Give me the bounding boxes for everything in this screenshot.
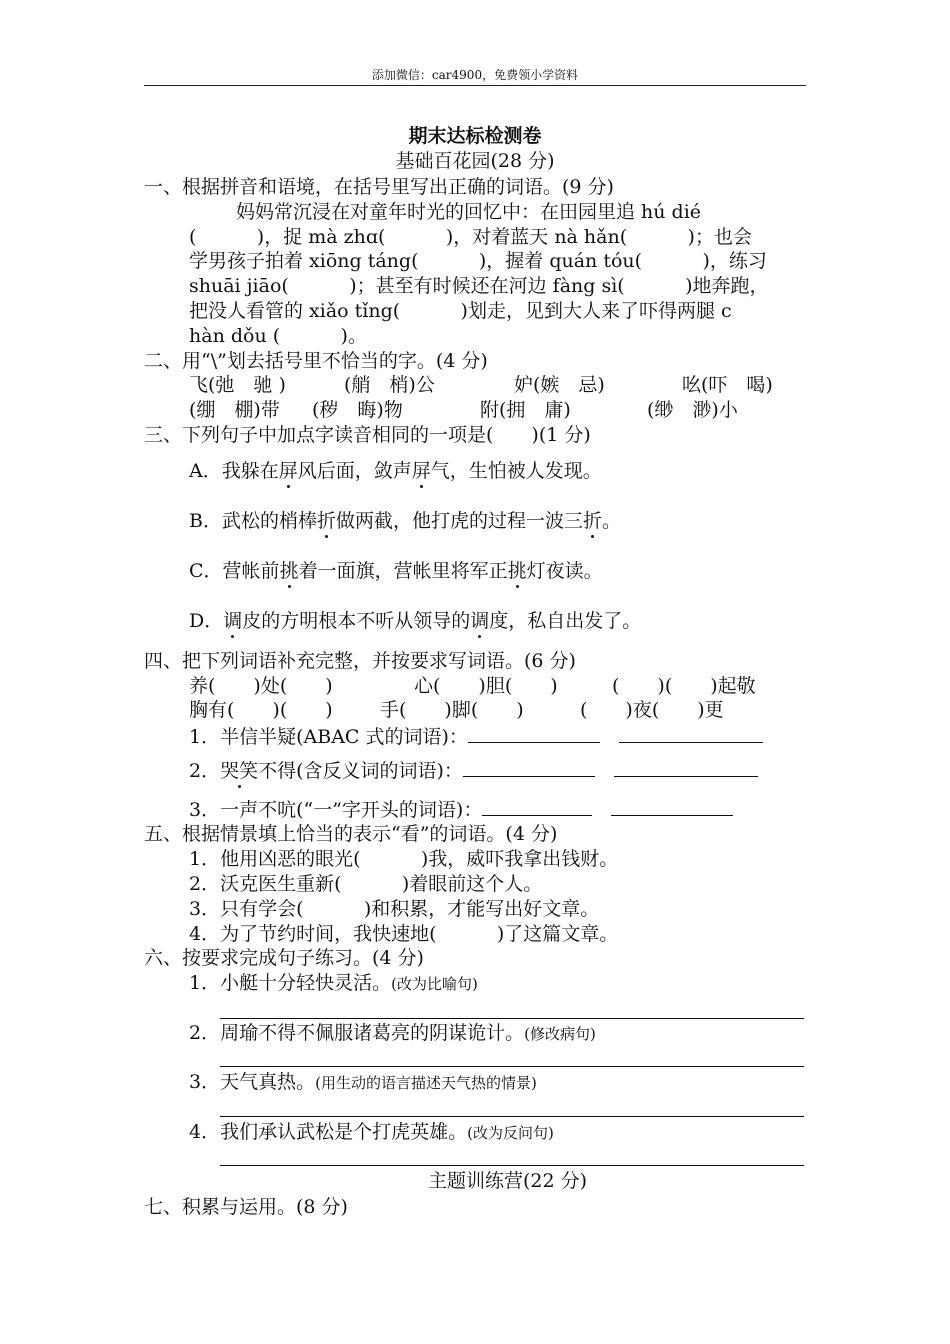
q4-word: 心( )胆( ) — [414, 675, 558, 697]
q3-option-d: D．调皮的方明根本不听从领导的调度，私自出发了。 — [189, 610, 642, 632]
q2-heading: 二、用“\”划去括号里不恰当的字。(4 分) — [144, 350, 488, 372]
q6-heading: 六、按要求完成句子练习。(4 分) — [144, 947, 424, 969]
q6-item-3: 3．天气真热。(用生动的语言描述天气热的情景) — [189, 1071, 537, 1093]
q2-item: (缈 渺)小 — [647, 399, 738, 421]
q3-option-a: A．我躲在屏风后面，敛声屏气，生怕被人发现。 — [189, 460, 602, 482]
section-theme-title: 主题训练营(22 分) — [428, 1170, 588, 1192]
q5-item: 4．为了节约时间，我快速地( )了这篇文章。 — [189, 923, 619, 945]
q1-heading: 一、根据拼音和语境，在括号里写出正确的词语。(9 分) — [144, 176, 614, 198]
q3-option-c: C．营帐前挑着一面旗，营帐里将军正挑灯夜读。 — [189, 560, 603, 582]
q6-item-1: 1．小艇十分轻快灵活。(改为比喻句) — [189, 972, 478, 994]
q4-item-1: 1．半信半疑(ABAC 式的词语)： — [189, 724, 763, 749]
q1-line: 学男孩子拍着 xiōng táng( )，握着 quán tóu( )，练习 — [189, 250, 767, 272]
q1-line: 把没人看管的 xiǎo tǐng( )划走，见到大人来了吓得两腿 c — [189, 300, 732, 322]
q5-item: 2．沃克医生重新( )着眼前这个人。 — [189, 873, 543, 895]
answer-line — [220, 1165, 804, 1166]
q4-word: 手( )脚( ) — [380, 699, 524, 721]
q3-option-b: B．武松的梢棒折做两截，他打虎的过程一波三折。 — [189, 510, 622, 532]
q4-word: ( )夜( )更 — [580, 699, 724, 721]
answer-line — [220, 1018, 804, 1019]
q1-line: hàn dǒu ( )。 — [189, 325, 367, 347]
q4-word: 养( )处( ) — [189, 675, 333, 697]
q6-item-2: 2．周瑜不得不佩服诸葛亮的阴谋诡计。(修改病句) — [189, 1022, 596, 1044]
q5-item: 1．他用凶恶的眼光( )我，威吓我拿出钱财。 — [189, 848, 619, 870]
q6-item-4: 4．我们承认武松是个打虎英雄。(改为反问句) — [189, 1121, 554, 1143]
q2-item: (秽 晦)物 — [312, 399, 403, 421]
q5-item: 3．只有学会( )和积累，才能写出好文章。 — [189, 898, 600, 920]
answer-line — [220, 1066, 804, 1067]
q4-item-2: 2．哭笑不得(含反义词的词语)： — [189, 758, 758, 783]
q2-item: (绷 棚)带 — [189, 399, 280, 421]
header-rule — [144, 85, 806, 86]
exam-title: 期末达标检测卷 — [408, 125, 542, 147]
q4-heading: 四、把下列词语补充完整，并按要求写词语。(6 分) — [144, 650, 576, 672]
q4-word: ( )( )起敬 — [612, 675, 756, 697]
q1-line: shuāi jiāo( )；甚至有时候还在河边 fàng sì( )地奔跑， — [189, 275, 769, 297]
q2-item: 附(拥 庸) — [480, 399, 571, 421]
q3-heading: 三、下列句子中加点字读音相同的一项是( )(1 分) — [144, 424, 591, 446]
q4-word: 胸有( )( ) — [189, 699, 333, 721]
answer-line — [220, 1116, 804, 1117]
q5-heading: 五、根据情景填上恰当的表示“看”的词语。(4 分) — [144, 823, 558, 845]
q2-item: (艄 梢)公 — [344, 374, 435, 396]
page-header: 添加微信：car4900，免费领小学资料 — [371, 68, 579, 82]
q2-item: 飞(弛 驰 ) — [189, 374, 286, 396]
q2-item: 妒(嫉 忌) — [514, 374, 605, 396]
q7-heading: 七、积累与运用。(8 分) — [144, 1196, 348, 1218]
section-basic-title: 基础百花园(28 分) — [395, 150, 555, 172]
q1-line: 妈妈常沉浸在对童年时光的回忆中：在田园里追 hú dié — [236, 201, 702, 223]
q4-item-3: 3．一声不吭(“一”字开头的词语)： — [189, 797, 733, 822]
q2-item: 吆(吓 喝) — [682, 374, 773, 396]
q1-line: ( )，捉 mà zhɑ( )，对着蓝天 nà hǎn( )；也会 — [189, 226, 752, 248]
